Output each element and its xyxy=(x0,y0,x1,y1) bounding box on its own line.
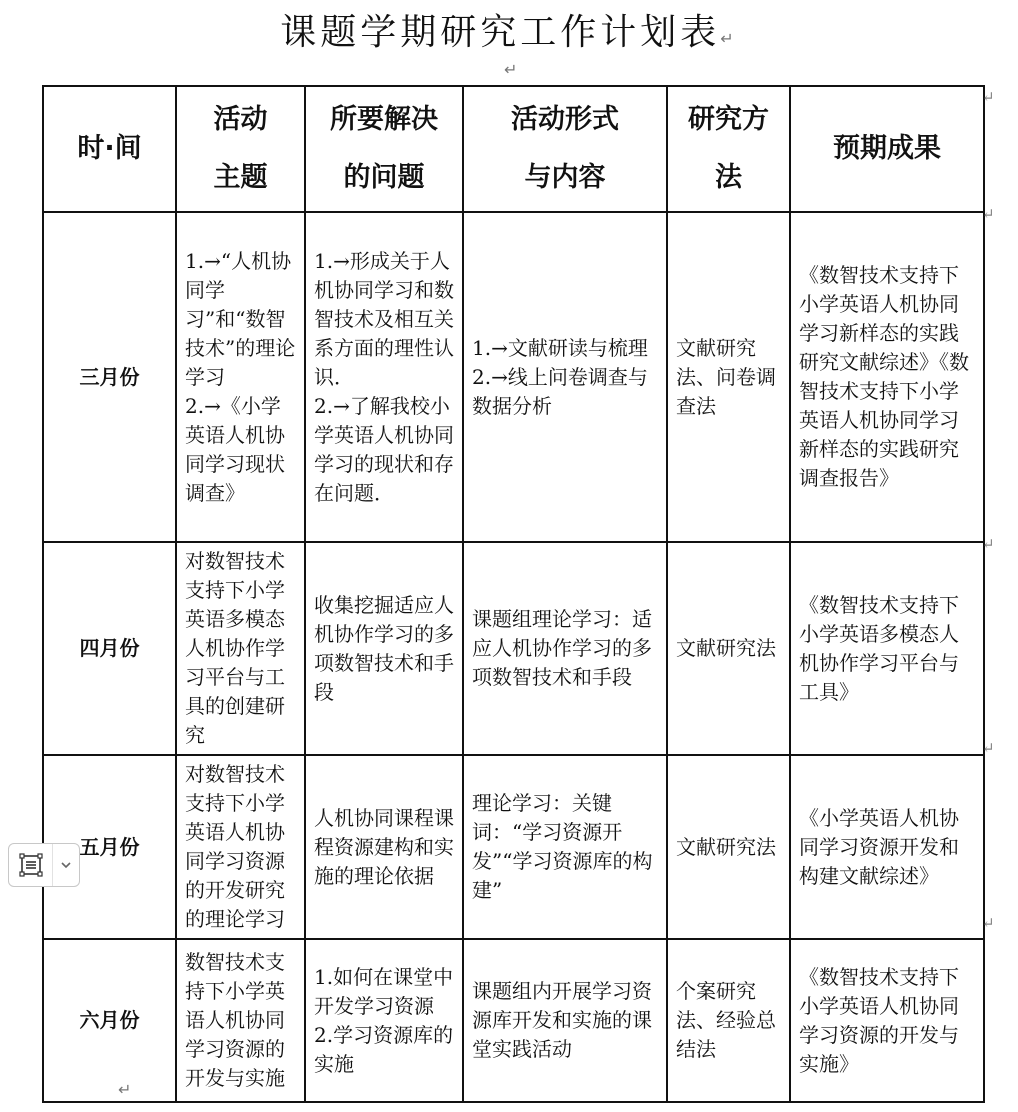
row-end-mark: ↵ xyxy=(982,205,995,223)
header-form: 活动形式 与内容 xyxy=(463,86,667,212)
result-cell: 《数智技术支持下小学英语人机协同学习新样态的实践研究文献综述》《数智技术支持下小学英语人机协同学习新样态的实践研究调查报告》 xyxy=(790,212,984,542)
table-layout-icon[interactable] xyxy=(9,844,53,886)
form-cell: 理论学习：关键词：“学习资源开发”“学习资源库的构建” xyxy=(463,755,667,939)
month-cell: 三月份 xyxy=(43,212,176,542)
chevron-down-icon[interactable] xyxy=(53,858,79,872)
form-cell: 1.→文献研读与梳理 2.→线上问卷调查与数据分析 xyxy=(463,212,667,542)
header-result: 预期成果 xyxy=(790,86,984,212)
table-row xyxy=(43,212,984,542)
result-cell: 《小学英语人机协同学习资源开发和构建文献综述》 xyxy=(790,755,984,939)
method-cell: 文献研究法、问卷调查法 xyxy=(667,212,790,542)
month-cell: 五月份 xyxy=(43,755,176,939)
result-cell: 《数智技术支持下小学英语多模态人机协作学习平台与工具》 xyxy=(790,542,984,755)
header-problem: 所要解决 的问题 xyxy=(305,86,463,212)
problem-cell: 人机协同课程课程资源建构和实施的理论依据 xyxy=(305,755,463,939)
row-end-mark: ↵ xyxy=(982,914,995,932)
header-row xyxy=(43,86,984,212)
plan-table xyxy=(42,85,985,1103)
form-cell: 课题组内开展学习资源库开发和实施的课堂实践活动 xyxy=(463,939,667,1102)
document-title xyxy=(0,4,1018,55)
paragraph-mark: ↵ xyxy=(504,60,518,79)
row-end-mark: ↵ xyxy=(982,535,995,553)
problem-cell: 收集挖掘适应人机协作学习的多项数智技术和手段 xyxy=(305,542,463,755)
form-cell: 课题组理论学习：适应人机协作学习的多项数智技术和手段 xyxy=(463,542,667,755)
header-topic: 活动 主题 xyxy=(176,86,305,212)
topic-cell: 对数智技术支持下小学英语多模态人机协作学习平台与工具的创建研究 xyxy=(176,542,305,755)
header-method: 研究方 法 xyxy=(667,86,790,212)
paragraph-mark: ↵ xyxy=(720,29,738,48)
topic-cell: 数智技术支持下小学英语人机协同学习资源的开发与实施 xyxy=(176,939,305,1102)
method-cell: 个案研究法、经验总结法 xyxy=(667,939,790,1102)
title-text: 课题学期研究工作计划表 xyxy=(280,12,721,53)
header-time: 时·间 xyxy=(43,86,176,212)
table-tool-button[interactable] xyxy=(8,843,80,887)
topic-cell: 1.→“人机协同学习”和“数智技术”的理论学习 2.→《小学英语人机协同学习现状调查》 xyxy=(176,212,305,542)
method-cell: 文献研究法 xyxy=(667,755,790,939)
table-row xyxy=(43,755,984,939)
row-end-mark: ↵ xyxy=(982,739,995,757)
table-row xyxy=(43,542,984,755)
result-cell: 《数智技术支持下小学英语人机协同学习资源的开发与实施》 xyxy=(790,939,984,1102)
method-cell: 文献研究法 xyxy=(667,542,790,755)
problem-cell: 1.→形成关于人机协同学习和数智技术及相互关系方面的理性认识． 2.→了解我校小学英语人机协同学习的现状和存在问题． xyxy=(305,212,463,542)
table-layout-glyph xyxy=(18,852,44,878)
topic-cell: 对数智技术支持下小学英语人机协同学习资源的开发研究的理论学习 xyxy=(176,755,305,939)
month-cell: 四月份 xyxy=(43,542,176,755)
month-cell: 六月份 xyxy=(43,939,176,1102)
row-end-mark: ↵ xyxy=(982,88,995,106)
problem-cell: 1.如何在课堂中开发学习资源 2.学习资源库的实施 xyxy=(305,939,463,1102)
paragraph-mark: ↵ xyxy=(118,1080,132,1099)
table-row xyxy=(43,939,984,1102)
